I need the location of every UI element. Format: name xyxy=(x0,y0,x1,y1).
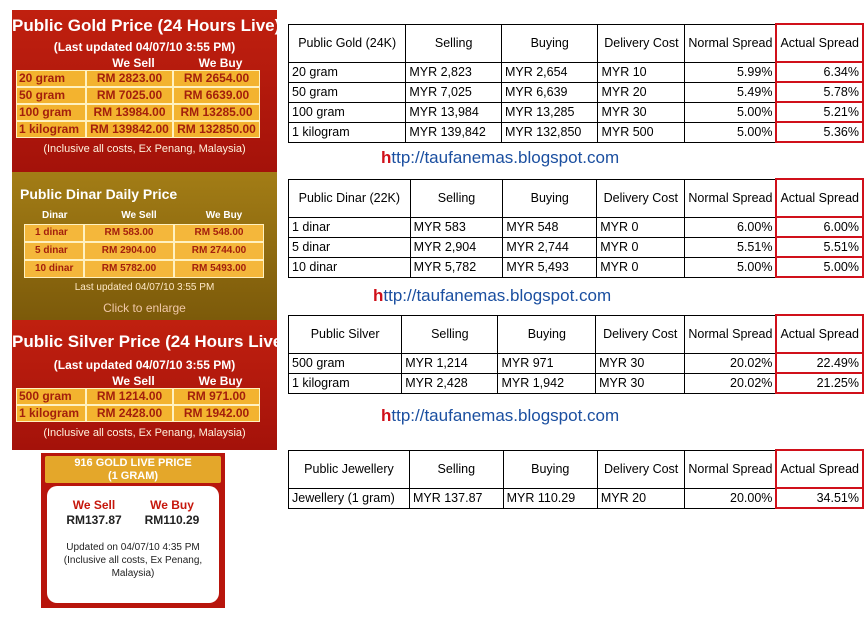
table-row xyxy=(289,217,864,237)
cell-normal-spread: 5.49% xyxy=(685,82,777,102)
gold-916-note-line2: (Inclusive all costs, Ex Penang, xyxy=(63,555,203,566)
dinar-header: Dinar xyxy=(42,210,68,221)
gold-row-buy: RM 2654.00 xyxy=(173,70,260,87)
dinar-row-sell: RM 5782.00 xyxy=(84,260,174,278)
blog-url: http://taufanemas.blogspot.com xyxy=(381,148,620,167)
cell-actual-spread: 34.51% xyxy=(776,488,863,508)
table-header-row xyxy=(289,179,864,217)
dinar-row-label: 1 dinar xyxy=(24,224,84,242)
table-row xyxy=(289,373,864,393)
silver-row-label: 500 gram xyxy=(16,388,86,405)
cell-delivery-cost: MYR 0 xyxy=(597,257,685,277)
gold-916-note xyxy=(47,541,219,580)
col-delivery-cost: Delivery Cost xyxy=(598,24,685,62)
dinar-price-grid xyxy=(24,224,265,278)
silver-row-buy: RM 971.00 xyxy=(173,388,260,405)
col-product: Public Dinar (22K) xyxy=(289,179,411,217)
silver-panel-title: Public Silver Price (24 Hours Live) xyxy=(12,332,288,351)
gold-916-title xyxy=(45,456,221,483)
col-buying: Buying xyxy=(503,179,597,217)
silver-panel-note: (Inclusive all costs, Ex Penang, Malaysia) xyxy=(43,427,246,439)
gold-row xyxy=(16,87,273,104)
col-product: Public Gold (24K) xyxy=(289,24,406,62)
gold-row-label: 100 gram xyxy=(16,104,86,121)
table-row xyxy=(289,62,864,82)
blog-url: http://taufanemas.blogspot.com xyxy=(373,286,612,305)
gold-row-buy: RM 132850.00 xyxy=(173,121,260,138)
cell-actual-spread: 5.00% xyxy=(776,257,863,277)
silver-row-label: 1 kilogram xyxy=(16,405,86,422)
cell-selling: MYR 2,904 xyxy=(410,237,503,257)
cell-delivery-cost: MYR 20 xyxy=(598,82,685,102)
gold-916-note-line3: Malaysia) xyxy=(111,568,155,579)
col-delivery-cost: Delivery Cost xyxy=(596,315,685,353)
click-to-enlarge-link[interactable]: Click to enlarge xyxy=(103,301,186,315)
dinar-row xyxy=(24,224,265,242)
table-row xyxy=(289,122,864,142)
cell-product: 50 gram xyxy=(289,82,406,102)
cell-delivery-cost: MYR 0 xyxy=(597,237,685,257)
dinar-row-sell: RM 2904.00 xyxy=(84,242,174,260)
cell-delivery-cost: MYR 30 xyxy=(596,353,685,373)
silver-row-sell: RM 2428.00 xyxy=(86,405,173,422)
cell-actual-spread: 5.51% xyxy=(776,237,863,257)
cell-selling: MYR 139,842 xyxy=(406,122,502,142)
gold-panel-updated: (Last updated 04/07/10 3:55 PM) xyxy=(53,40,236,54)
table-row xyxy=(289,237,864,257)
gold-916-live-price-box xyxy=(41,453,225,608)
cell-delivery-cost: MYR 30 xyxy=(598,102,685,122)
gold-price-panel xyxy=(12,10,281,172)
table-row xyxy=(289,488,864,508)
gold-row-sell: RM 13984.00 xyxy=(86,104,173,121)
gold-916-title-line2: (1 GRAM) xyxy=(107,470,159,482)
col-actual-spread: Actual Spread xyxy=(776,24,863,62)
gold-panel-note: (Inclusive all costs, Ex Penang, Malaysia) xyxy=(43,143,246,155)
gold-916-sell-label: We Sell xyxy=(72,498,116,512)
cell-delivery-cost: MYR 10 xyxy=(598,62,685,82)
gold-row-label: 1 kilogram xyxy=(16,121,86,138)
col-delivery-cost: Delivery Cost xyxy=(597,450,684,488)
table-header-row xyxy=(289,450,864,488)
silver-row-sell: RM 1214.00 xyxy=(86,388,173,405)
cell-normal-spread: 5.00% xyxy=(685,122,777,142)
gold-916-buy-label: We Buy xyxy=(150,498,194,512)
we-sell-header: We Sell xyxy=(112,56,155,70)
we-sell-header: We Sell xyxy=(121,210,157,221)
silver-panel-updated: (Last updated 04/07/10 3:55 PM) xyxy=(53,358,236,372)
gold-row xyxy=(16,70,273,87)
silver-row-buy: RM 1942.00 xyxy=(173,405,260,422)
dinar-panel-updated: Last updated 04/07/10 3:55 PM xyxy=(74,282,215,293)
cell-actual-spread: 22.49% xyxy=(776,353,863,373)
cell-actual-spread: 6.00% xyxy=(776,217,863,237)
cell-selling: MYR 2,823 xyxy=(406,62,502,82)
col-normal-spread: Normal Spread xyxy=(685,315,777,353)
dinar-spread-table xyxy=(288,178,864,278)
cell-product: 10 dinar xyxy=(289,257,411,277)
dinar-price-panel[interactable] xyxy=(12,172,277,320)
table-row xyxy=(289,257,864,277)
cell-selling: MYR 2,428 xyxy=(402,373,498,393)
col-actual-spread: Actual Spread xyxy=(776,315,863,353)
dinar-row-label: 5 dinar xyxy=(24,242,84,260)
gold-916-content xyxy=(47,486,219,603)
silver-spread-table xyxy=(288,314,864,394)
col-selling: Selling xyxy=(402,315,498,353)
cell-selling: MYR 13,984 xyxy=(406,102,502,122)
cell-actual-spread: 6.34% xyxy=(776,62,863,82)
col-normal-spread: Normal Spread xyxy=(685,24,777,62)
col-delivery-cost: Delivery Cost xyxy=(597,179,685,217)
gold-916-buy-value: RM110.29 xyxy=(144,513,200,527)
cell-product: 1 kilogram xyxy=(289,373,402,393)
cell-normal-spread: 20.02% xyxy=(685,373,777,393)
cell-buying: MYR 2,654 xyxy=(501,62,598,82)
we-buy-header: We Buy xyxy=(205,210,243,221)
table-header-row xyxy=(289,315,864,353)
cell-buying: MYR 2,744 xyxy=(503,237,597,257)
col-normal-spread: Normal Spread xyxy=(685,179,777,217)
table-header-row xyxy=(289,24,864,62)
cell-delivery-cost: MYR 30 xyxy=(596,373,685,393)
jewellery-spread-table xyxy=(288,449,864,509)
col-selling: Selling xyxy=(410,179,503,217)
col-buying: Buying xyxy=(498,315,596,353)
cell-buying: MYR 13,285 xyxy=(501,102,598,122)
cell-delivery-cost: MYR 500 xyxy=(598,122,685,142)
dinar-row xyxy=(24,260,265,278)
cell-actual-spread: 5.36% xyxy=(776,122,863,142)
dinar-row-buy: RM 5493.00 xyxy=(174,260,264,278)
cell-selling: MYR 583 xyxy=(410,217,503,237)
gold-price-grid xyxy=(16,56,273,138)
cell-buying: MYR 6,639 xyxy=(501,82,598,102)
gold-panel-title: Public Gold Price (24 Hours Live) xyxy=(12,16,281,35)
cell-actual-spread: 5.78% xyxy=(776,82,863,102)
cell-normal-spread: 5.99% xyxy=(685,62,777,82)
blog-url: http://taufanemas.blogspot.com xyxy=(381,406,620,425)
cell-delivery-cost: MYR 20 xyxy=(597,488,684,508)
gold-row-buy: RM 13285.00 xyxy=(173,104,260,121)
cell-actual-spread: 21.25% xyxy=(776,373,863,393)
cell-selling: MYR 1,214 xyxy=(402,353,498,373)
we-buy-header: We Buy xyxy=(198,56,243,70)
cell-selling: MYR 5,782 xyxy=(410,257,503,277)
gold-spread-table xyxy=(288,23,864,143)
cell-normal-spread: 5.00% xyxy=(685,257,777,277)
gold-row-buy: RM 6639.00 xyxy=(173,87,260,104)
gold-row-sell: RM 2823.00 xyxy=(86,70,173,87)
col-product: Public Jewellery xyxy=(289,450,410,488)
silver-price-grid xyxy=(16,374,273,422)
cell-product: 20 gram xyxy=(289,62,406,82)
col-selling: Selling xyxy=(409,450,503,488)
dinar-row-buy: RM 548.00 xyxy=(174,224,264,242)
cell-normal-spread: 6.00% xyxy=(685,217,777,237)
cell-product: Jewellery (1 gram) xyxy=(289,488,410,508)
gold-row-label: 50 gram xyxy=(16,87,86,104)
cell-product: 500 gram xyxy=(289,353,402,373)
dinar-row-sell: RM 583.00 xyxy=(84,224,174,242)
col-product: Public Silver xyxy=(289,315,402,353)
dinar-row-label: 10 dinar xyxy=(24,260,84,278)
cell-product: 1 dinar xyxy=(289,217,411,237)
cell-selling: MYR 137.87 xyxy=(409,488,503,508)
gold-row-label: 20 gram xyxy=(16,70,86,87)
cell-actual-spread: 5.21% xyxy=(776,102,863,122)
silver-row xyxy=(16,405,273,422)
cell-buying: MYR 5,493 xyxy=(503,257,597,277)
silver-row xyxy=(16,388,273,405)
col-actual-spread: Actual Spread xyxy=(776,450,863,488)
cell-normal-spread: 20.00% xyxy=(685,488,777,508)
cell-buying: MYR 971 xyxy=(498,353,596,373)
gold-916-title-line1: 916 GOLD LIVE PRICE xyxy=(74,457,192,469)
dinar-grid-header xyxy=(24,210,277,221)
silver-grid-header xyxy=(16,374,273,388)
gold-grid-header xyxy=(16,56,273,70)
table-row xyxy=(289,82,864,102)
gold-916-sell-value: RM137.87 xyxy=(66,513,122,527)
cell-normal-spread: 5.51% xyxy=(685,237,777,257)
gold-916-updated: Updated on 04/07/10 4:35 PM xyxy=(66,542,200,553)
col-actual-spread: Actual Spread xyxy=(776,179,863,217)
cell-buying: MYR 1,942 xyxy=(498,373,596,393)
col-buying: Buying xyxy=(503,450,597,488)
gold-row xyxy=(16,121,273,138)
cell-delivery-cost: MYR 0 xyxy=(597,217,685,237)
cell-normal-spread: 5.00% xyxy=(685,102,777,122)
we-buy-header: We Buy xyxy=(198,374,243,388)
table-row xyxy=(289,102,864,122)
cell-normal-spread: 20.02% xyxy=(685,353,777,373)
gold-row-sell: RM 139842.00 xyxy=(86,121,173,138)
dinar-panel-title: Public Dinar Daily Price xyxy=(20,186,178,202)
cell-product: 1 kilogram xyxy=(289,122,406,142)
cell-product: 5 dinar xyxy=(289,237,411,257)
dinar-row-buy: RM 2744.00 xyxy=(174,242,264,260)
cell-buying: MYR 110.29 xyxy=(503,488,597,508)
col-selling: Selling xyxy=(406,24,502,62)
silver-price-panel xyxy=(12,320,288,450)
table-row xyxy=(289,353,864,373)
cell-buying: MYR 132,850 xyxy=(501,122,598,142)
dinar-row xyxy=(24,242,265,260)
col-buying: Buying xyxy=(501,24,598,62)
col-normal-spread: Normal Spread xyxy=(685,450,777,488)
we-sell-header: We Sell xyxy=(112,374,155,388)
gold-row-sell: RM 7025.00 xyxy=(86,87,173,104)
cell-buying: MYR 548 xyxy=(503,217,597,237)
cell-product: 100 gram xyxy=(289,102,406,122)
gold-row xyxy=(16,104,273,121)
cell-selling: MYR 7,025 xyxy=(406,82,502,102)
